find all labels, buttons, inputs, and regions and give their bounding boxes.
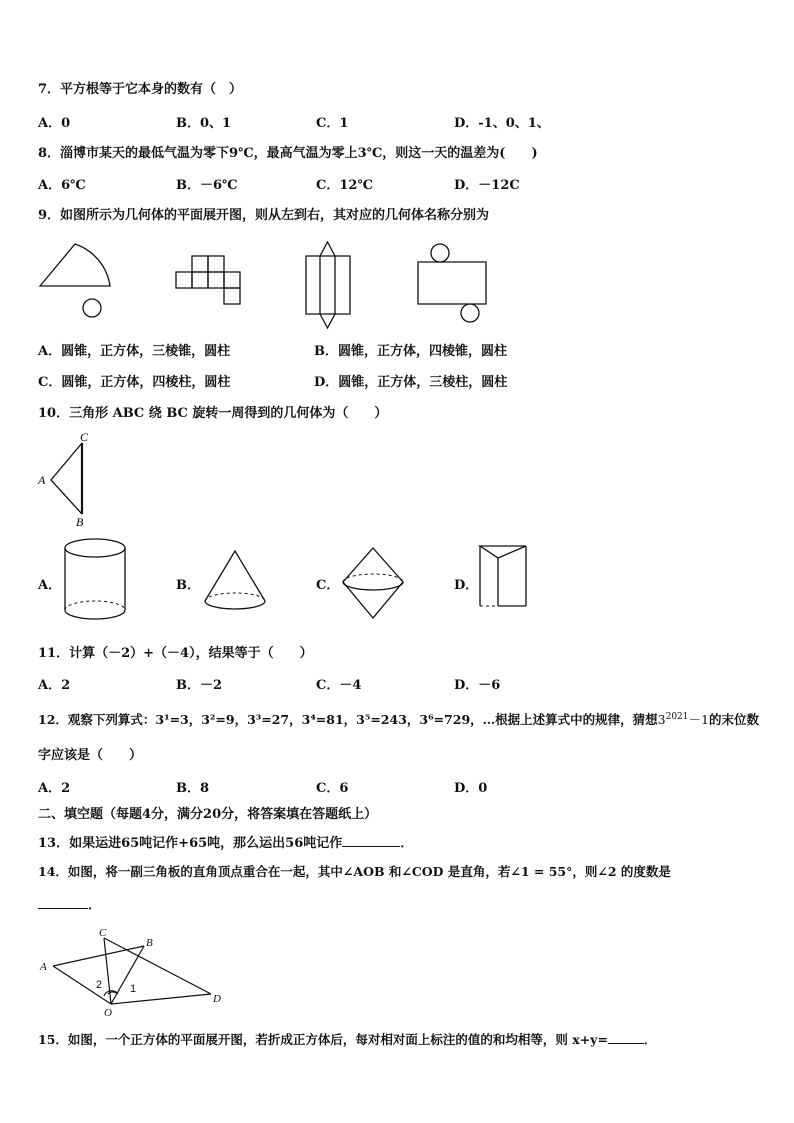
q7-option-c: C．1 bbox=[316, 116, 349, 131]
q14-set-square-figure bbox=[36, 926, 236, 1018]
cone-figure bbox=[200, 546, 270, 616]
q10-label-b: B bbox=[76, 515, 84, 529]
q8-option-b: B．－6℃ bbox=[176, 178, 238, 193]
q13-line bbox=[38, 834, 413, 852]
q12-option-a: A．2 bbox=[38, 781, 71, 796]
section2-heading: 二、填空题（每题4分，满分20分，将答案填在答题纸上） bbox=[38, 807, 378, 822]
q7-option-b: B．0、1 bbox=[176, 116, 232, 131]
q10-option-d-letter: D． bbox=[454, 578, 479, 593]
q8-stem: 8．淄博市某天的最低气温为零下9℃，最高气温为零上3℃，则这一天的温差为( ) bbox=[38, 146, 538, 161]
q10-option-b-letter: B． bbox=[176, 578, 200, 593]
q12-option-d: D．0 bbox=[454, 781, 488, 796]
q10-label-c: C bbox=[80, 430, 89, 444]
q14-line2 bbox=[38, 896, 101, 914]
q14-answer-blank[interactable] bbox=[38, 896, 88, 909]
q8-option-d: D．－12C bbox=[454, 178, 520, 193]
q12-power-expression bbox=[658, 712, 709, 727]
q14-label-c: C bbox=[99, 927, 107, 939]
q12-option-b: B．8 bbox=[176, 781, 210, 796]
q14-angle-label-1: 1 bbox=[130, 983, 137, 995]
q14-tail: ． bbox=[88, 898, 102, 913]
q12-stem-tail: 的末位数 bbox=[708, 712, 759, 727]
q10-triangle-figure bbox=[34, 428, 104, 528]
q12-stem-line1 bbox=[38, 712, 759, 728]
q9-net-figures bbox=[30, 236, 510, 332]
q14-label-o: O bbox=[104, 1007, 112, 1019]
q13-answer-blank[interactable] bbox=[342, 834, 400, 847]
q14-angle-label-2: 2 bbox=[96, 979, 103, 991]
q9-option-b: B．圆锥，正方体，四棱锥，圆柱 bbox=[314, 344, 507, 359]
cube-net-figure bbox=[176, 256, 240, 304]
cylinder-figure bbox=[60, 536, 130, 626]
q12-stem-text: 12．观察下列算式：3¹=3，3²=9，3³=27，3⁴=81，3⁵=243，3⁶=729，…根据上述算式中的规律，猜想 bbox=[38, 712, 658, 727]
q12-power-base: 3 bbox=[657, 712, 666, 727]
q13-stem: 13．如果运进65吨记作+65吨，那么运出56吨记作 bbox=[38, 836, 343, 851]
cone-net-figure bbox=[40, 244, 110, 317]
q9-option-c: C．圆锥，正方体，四棱柱，圆柱 bbox=[38, 375, 231, 390]
q8-option-a: A．6℃ bbox=[38, 178, 86, 193]
prism-net-figure bbox=[306, 242, 350, 328]
q14-stem: 14．如图，将一副三角板的直角顶点重合在一起，其中∠AOB 和∠COD 是直角，若∠1 = 55°，则∠2 的度数是 bbox=[38, 864, 671, 879]
q11-option-b: B．－2 bbox=[176, 678, 223, 693]
triangular-prism-figure bbox=[474, 542, 534, 612]
q15-line bbox=[38, 1031, 656, 1048]
q15-stem: 15．如图，一个正方体的平面展开图，若折成正方体后，每对相对面上标注的值的和均相等，则 x+y= bbox=[38, 1032, 608, 1047]
double-cone-figure bbox=[338, 544, 408, 624]
q10-label-a: A bbox=[38, 473, 46, 487]
cylinder-net-figure bbox=[418, 244, 486, 322]
q14-label-d: D bbox=[213, 993, 221, 1005]
q13-tail: ． bbox=[400, 836, 414, 851]
q11-option-c: C．－4 bbox=[316, 678, 362, 693]
q10-option-a-letter: A． bbox=[38, 578, 62, 593]
q8-option-c: C．12℃ bbox=[316, 178, 374, 193]
q15-tail: ． bbox=[643, 1032, 657, 1047]
q10-option-c-letter: C． bbox=[316, 578, 340, 593]
q7-option-d: D．-1、0、1、 bbox=[454, 116, 550, 131]
q9-stem: 9．如图所示为几何体的平面展开图，则从左到右，其对应的几何体名称分别为 bbox=[38, 208, 490, 223]
q14-label-a: A bbox=[40, 961, 47, 973]
q7-stem: 7．平方根等于它本身的数有（ ） bbox=[38, 82, 243, 97]
q12-power-tail: －1 bbox=[688, 712, 709, 727]
q12-stem-line2: 字应该是（ ） bbox=[38, 748, 143, 763]
q15-answer-blank[interactable] bbox=[608, 1031, 644, 1044]
q9-option-d: D．圆锥，正方体，三棱柱，圆柱 bbox=[314, 375, 508, 390]
q7-option-a: A．0 bbox=[38, 116, 71, 131]
q9-option-a: A．圆锥，正方体，三棱锥，圆柱 bbox=[38, 344, 231, 359]
q12-power-exponent: 2021 bbox=[665, 711, 689, 722]
q11-option-d: D．－6 bbox=[454, 678, 501, 693]
q10-stem: 10．三角形 ABC 绕 BC 旋转一周得到的几何体为（ ） bbox=[38, 406, 388, 421]
q12-option-c: C．6 bbox=[316, 781, 349, 796]
q11-stem: 11．计算（－2）+（－4），结果等于（ ） bbox=[38, 646, 313, 661]
q11-option-a: A．2 bbox=[38, 678, 71, 693]
q14-label-b: B bbox=[146, 937, 153, 949]
